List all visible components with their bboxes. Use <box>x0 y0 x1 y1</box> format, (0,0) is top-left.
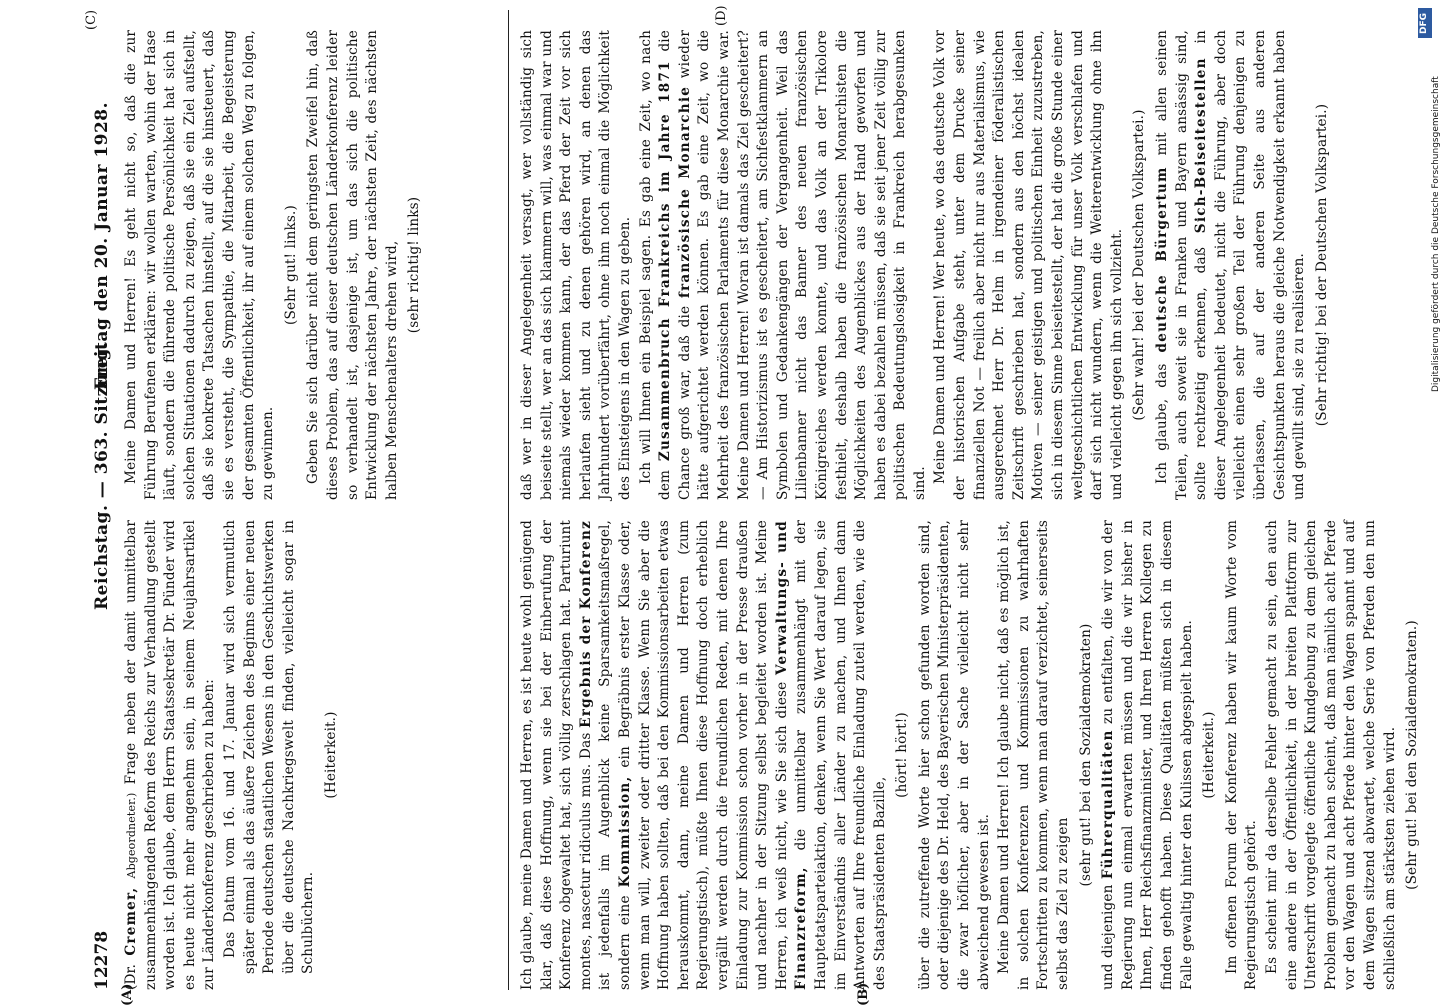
text-span: mit allen seinen Teilen, auch soweit sie in Franken und Bayern ansässig sind, sollte rechtzeitig erkennen, daß <box>1154 30 1210 500</box>
emphasis: französische Monarchie <box>676 85 693 299</box>
paragraph <box>1153 30 1310 500</box>
interjection: (Sehr richtig! bei der Deutschen Volkspartei.) <box>1313 103 1330 427</box>
quote-paragraph: Das Datum vom 16. und 17. Januar wird sich vermutlich später einmal als das äußere Zeichen des Beginns einer neuen Periode deutschen staatlichen Wesens in den Geschichtswerken über die deutsche Nachkriegswelt finden, vielleicht sogar in Schulbüchern. <box>221 520 317 974</box>
paragraph <box>637 30 931 500</box>
interjection: (Heiterkeit.) <box>1201 711 1218 799</box>
text-span: zu entfalten, die wir von der Regierung nun einmal erwarten müssen und die wir bisher in Ihnen, Herr Reichsfinanzminister, und Ihren Herren Kollegen zu finden gehofft haben. Diese Qualitäten müßten sich in diesem Falle gewaltig hinter den Kulissen abgespielt haben. <box>1100 520 1195 990</box>
text-span: Ich will Ihnen ein Beispiel sagen. Es gab eine Zeit, wo nach dem <box>637 30 674 500</box>
right-column-bottom <box>518 30 1330 500</box>
text-span: (Dr. <box>123 963 139 990</box>
emphasis: Ergebnis der Konferenz <box>577 520 594 728</box>
text-span: die Chance groß war, daß die <box>657 30 693 500</box>
interjection: (hört! hört!) <box>894 712 911 798</box>
paragraph: über die zutreffende Worte hier schon gefunden worden sind, oder diejenige des Dr. Held, des Bayerischen Ministerpräsidenten, die zwar höflicher, aber in der Sache vielleicht nicht sehr abweichend gewesen ist. <box>916 520 992 990</box>
speaker-role: Abgeordneter.) <box>125 792 138 879</box>
paragraph <box>518 520 890 990</box>
interjection: (Sehr gut! bei den Sozialdemokraten.) <box>1404 620 1421 890</box>
text-span: wieder hätte aufgerichtet werden können. Es gab eine Zeit, wo die Mehrheit des französischen Parlaments für diese Monarchie war. Meine Damen und Herren! Woran ist damals das Ziel gescheitert? — Am Historizismus ist es gescheitert, am Sichfestklammern an Symbolen und Gedankengängen der Vergangenheit. Weil das Lilienbanner nicht das Banner des neuen französischen Königreiches werden konnte, und das Volk an der Trikolore festhielt, deshalb haben die französischen Monarchisten die Möglichkeiten des Augenblickes aus der Hand geworfen und haben es dabei bezahlen müssen, daß sie seit jener Zeit völlig zur politischen Bedeutungslosigkeit in Frankreich herabgesunken sind. <box>676 30 928 500</box>
left-column-top <box>122 520 500 990</box>
rotated-page <box>66 5 1421 1006</box>
page-number: 12278 <box>92 930 112 990</box>
text-span: ein Begräbnis erster Klasse oder, wenn man will, zweiter oder dritter Klasse. Wenn Sie aber die Hoffnung haben sollten, daß bei den Kommissionsarbeiten etwas herauskommt, dann, meine Damen und Herren (zum Regierungstisch), müßte Ihnen diese Hoffnung doch erheblich vergällt werden durch die freundlichen Reden, mit denen Ihre Einladung zur Kommission schon vorher in der Presse draußen und nachher in der Sitzung selbst begleitet worden ist. Meine Herren, ich weiß nicht, wie Sie sich diese <box>616 520 790 990</box>
paragraph: Geben Sie sich darüber nicht dem geringsten Zweifel hin, daß dieses Problem, das auf dieser deutschen Länderkonferenz leider so verhandelt ist, dasjenige ist, um das sich die politische Entwicklung der nächsten Jahre, der nächsten Zeit, des nächsten halben Menschenalters drehen wird, <box>305 30 400 500</box>
funding-note: Digitalisierung gefördert durch die Deutsche Forschungsgemeinschaft <box>1431 76 1441 392</box>
emphasis: Verwaltungs- und Finanzreform, <box>773 520 810 990</box>
paragraph: Im offenen Forum der Konferenz haben wir kaum Worte vom Regierungstisch gehört. <box>1223 520 1260 990</box>
text-span: Ich glaube, meine Damen und Herren, es ist heute wohl genügend klar, daß diese Hoffnung, wenn sie bei der Einberufung der Konferenz obgewaltet hat, sich völlig zerschlagen hat. Parturiunt montes, nascetur ridiculus mus. Das <box>519 520 594 990</box>
right-column-top <box>122 30 500 500</box>
text-span: Frage neben der damit unmittelbar zusammenhängenden Reform des Reichs zur Verhandlung gestellt worden ist. Ich glaube, dem Herrn Staatssekretär Dr. Pünder wird es heute nicht mehr angenehm sein, in seinem Neujahrsartikel zur Länderkonferenz geschrieben zu haben: <box>123 520 218 990</box>
emphasis: deutsche Bürgertum <box>1154 166 1170 353</box>
paragraph: Meine Damen und Herren! Ich glaube nicht, daß es möglich ist, in solchen Konferenzen und Kommissionen zu wahrhaften Fortschritten zu kommen, wenn man darauf verzichtet, seinerseits selbst das Ziel zu zeigen <box>996 520 1072 990</box>
paragraph: Es scheint mir da derselbe Fehler gemacht zu sein, den auch eine andere in der Öffentlichkeit, in der breiten Plattform zur Unterschrift vorgelegte öffentliche Kundgebung zu dem gleichen Problem gemacht zu haben scheint, daß man nämlich acht Pferde vor den Wagen und acht Pferde hinter den Wagen spannt und auf dem Wagen sitzend abwartet, welche Serie von Pferden den nun schließlich am stärksten ziehen wird. <box>1263 520 1398 990</box>
emphasis: Zusammenbruch Frankreichs im Jahre 1871 <box>657 60 674 462</box>
text-span: die unmittelbar zusammenhängt mit der Hauptetatsparteiaktion, denken, wenn Sie Wert darauf legen, sie im Einverständnis aller Länder zu machen, und Ihnen dann Antworten auf Ihre freundliche Einladung zuteil werden, wie die des Staatspräsidenten Bazille, <box>793 520 888 990</box>
left-column-bottom <box>518 520 1421 990</box>
text-span: und diejenigen <box>1100 884 1117 990</box>
text-span: ist jedenfalls im Augenblick keine Sparsamkeitsmaßregel, sondern eine <box>597 520 633 990</box>
session-date: Freitag den 20. Januar 1928. <box>92 101 112 390</box>
emphasis: Kommission, <box>616 775 633 888</box>
paragraph <box>122 520 220 990</box>
margin-marker-b: (B) <box>856 982 871 1006</box>
page-header <box>66 10 120 990</box>
margin-marker-c: (C) <box>84 9 99 30</box>
emphasis: Sich-Beiseitestellen <box>1193 57 1210 234</box>
margin-marker-d: (D) <box>714 5 729 26</box>
interjection: (Sehr gut! links.) <box>282 205 299 325</box>
speaker-name: Cremer, <box>123 886 139 956</box>
interjection: (Heiterkeit.) <box>322 711 339 799</box>
margin-marker-a: (A) <box>120 983 135 1006</box>
dfg-logo-text: DFG <box>1419 12 1429 34</box>
text-span: Ich glaube, das <box>1154 363 1170 484</box>
paragraph: Meine Damen und Herren! Wer heute, wo das deutsche Volk vor der historischen Aufgabe steht, unter dem Drucke seiner finanziellen Not — freilich aber nicht nur aus Materialismus, wie ausgerechnet Herr Dr. Helm in irgendeiner föderalistischen Zeitschrift geschrieben hat, sondern aus den höchst idealen Motiven — seiner geistigen und politischen Einheit zuzustreben, sich in diesem Sinne beiseitestellt, der hat die große Stunde einer weltgeschichtlichen Entwicklung für unser Volk verschlafen und darf sich nicht wundern, wenn die Weiterentwicklung ohne ihn und vielleicht gegen ihn sich vollzieht. <box>932 30 1125 500</box>
text-span: in dieser Angelegenheit bedeutet, nicht die Führung, aber doch vielleicht einen sehr großen Teil der Führung denjenigen zu überlassen, die auf der anderen Seite aus anderen Gesichtspunkten heraus die gleiche Notwendigkeit erkannt haben und gewillt sind, sie zu realisieren. <box>1193 30 1308 500</box>
interjection: (Sehr wahr! bei der Deutschen Volkspartei.) <box>1131 109 1148 421</box>
paragraph: Meine Damen und Herren! Es geht nicht so, daß die zur Führung Berufenen erklären: wir wollen warten, wohin der Hase läuft, sondern die führende politische Persönlichkeit hat sich in solchen Situationen dadurch zu zeigen, daß sie ein Ziel aufstellt, daß sie konkrete Tatsachen hinstellt, auf die sie hinsteuert, daß sie es versteht, die Sympathie, die Mitarbeit, die Begeisterung der gesamten Öffentlichkeit, ihr auf einem solchen Weg zu folgen, zu gewinnen. <box>123 30 277 500</box>
interjection: (sehr gut! bei den Sozialdemokraten) <box>1077 623 1094 887</box>
paragraph: daß wer in dieser Angelegenheit versagt, wer vollständig sich beiseite stellt, wer an das sich klammern will, was einmal war und niemals wieder kommen kann, der das Pferd der Zeit vor sich herlaufen sieht und zu denen gehören wird, an denen das Jahrhundert vorüberfährt, ohne ihm noch einmal die Möglichkeit des Einsteigens in den Wagen zu geben. <box>519 30 633 500</box>
column-divider <box>508 10 509 990</box>
dfg-logo-badge <box>1418 8 1432 38</box>
emphasis: Führerqualitäten <box>1100 729 1117 880</box>
session-title: Reichstag. — 363. Sitzung. <box>92 341 112 610</box>
interjection: (sehr richtig! links) <box>406 196 423 334</box>
paragraph <box>1099 520 1197 990</box>
